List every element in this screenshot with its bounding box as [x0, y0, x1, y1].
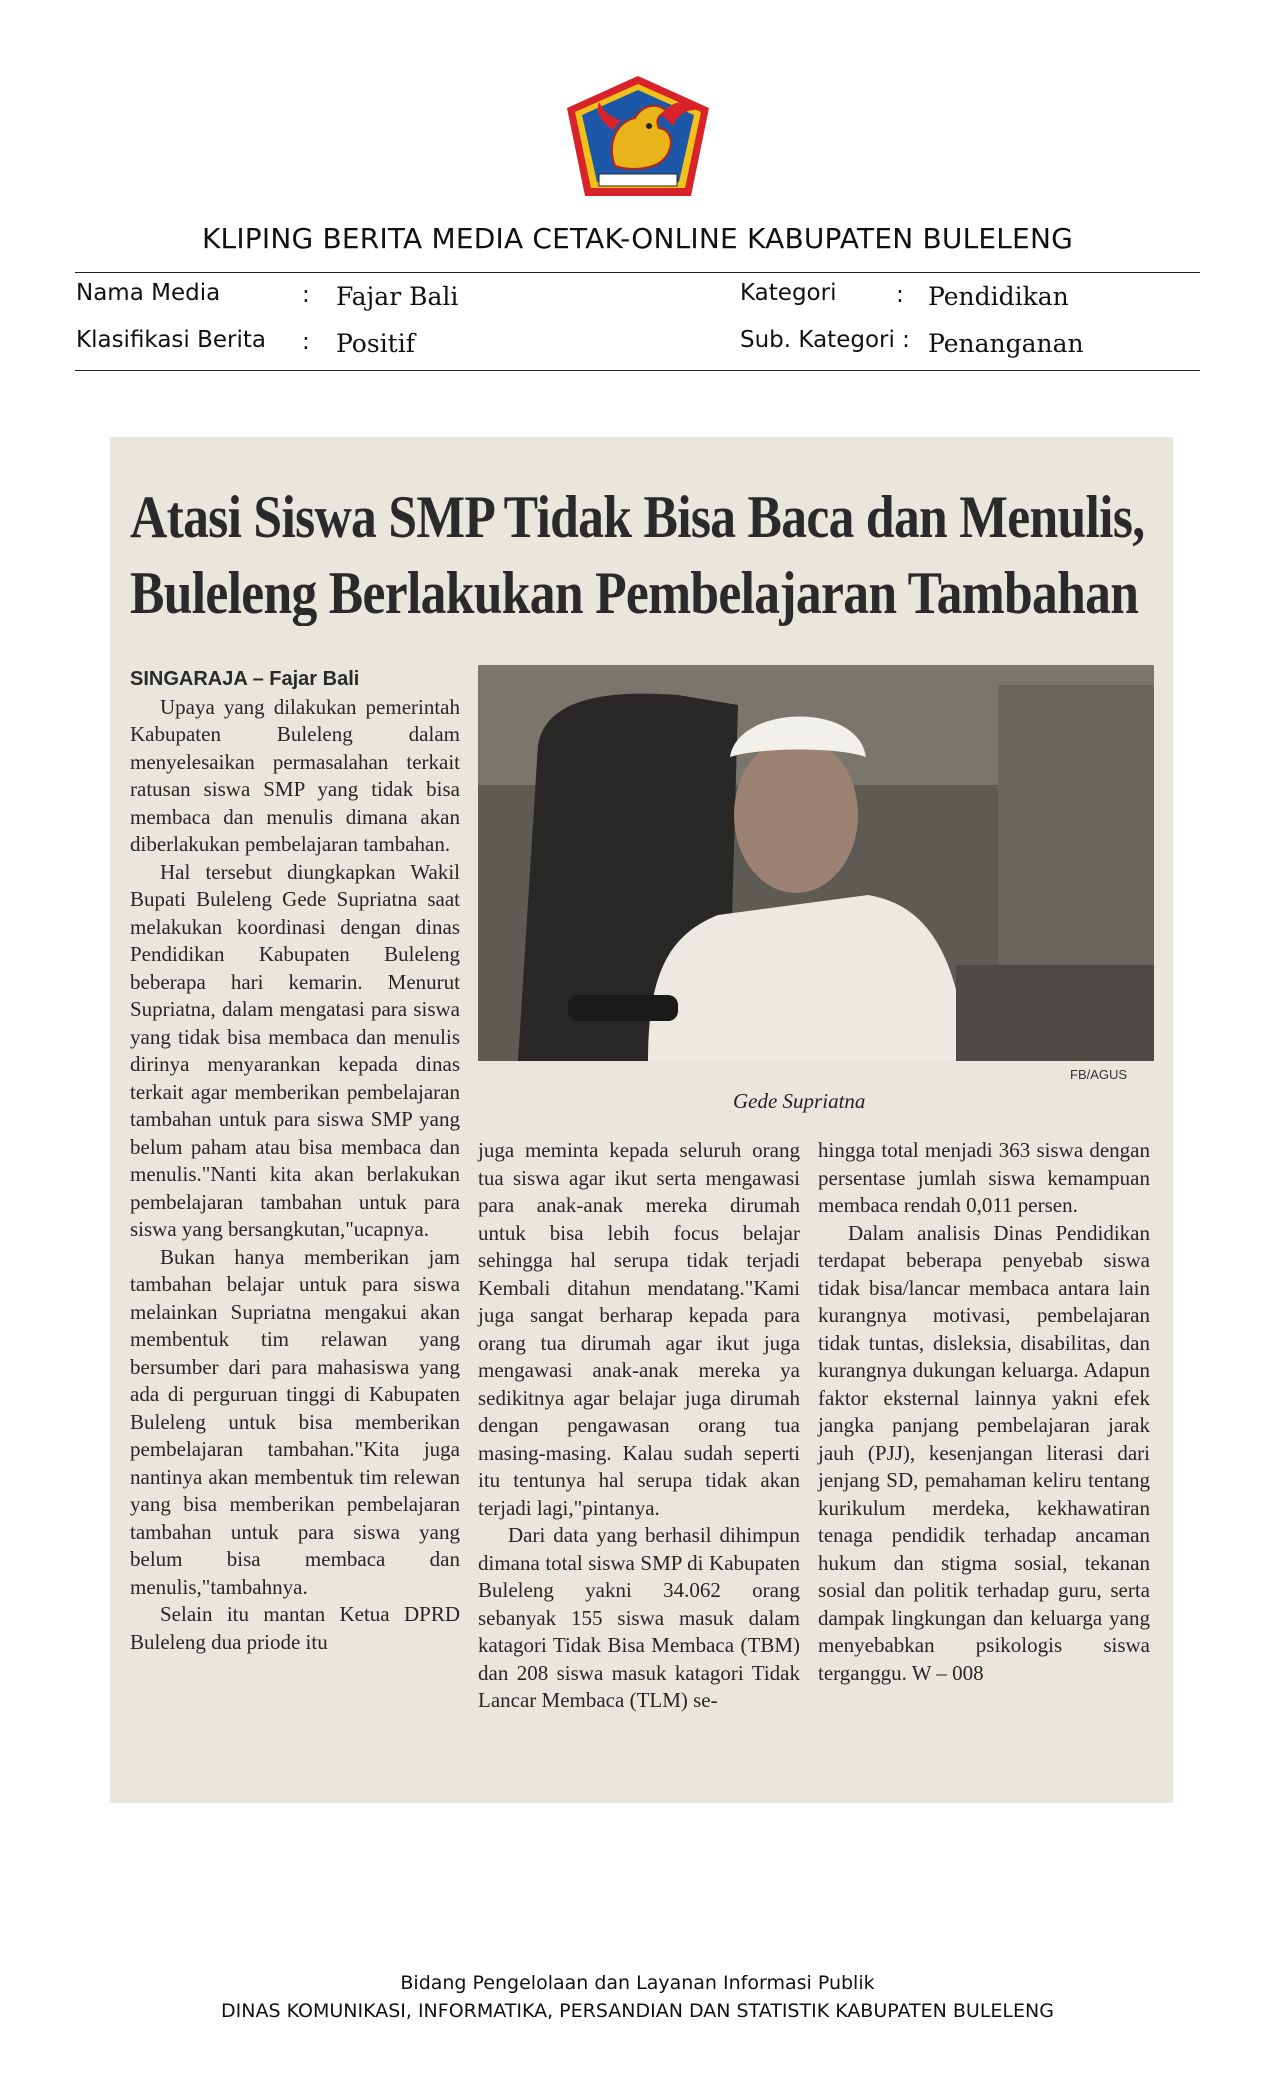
article-paragraph: Dalam analisis Dinas Pendidikan terdapat beberapa penyebab siswa tidak bisa/lancar membaca antara lain kurangnya motivasi, pembelajaran tidak tuntas, disleksia, disabilitas, dan kurangnya dukungan keluarga. Adapun faktor eksternal lainnya yakni efek jangka panjang pembelajaran jarak jauh (PJJ), kesenjangan literasi dari jenjang SD, pemahaman keliru tentang kurikulum merdeka, kekhawatiran tenaga pendidik terhadap ancaman hukum dan stigma sosial, tekanan sosial dan politik terhadap guru, serta dampak lingkungan dan keluarga yang menyebabkan psikologis siswa terganggu. W – 008	[818, 1220, 1150, 1685]
photo-caption: Gede Supriatna	[733, 1089, 866, 1113]
article-paragraph: juga meminta kepada seluruh orang tua siswa agar ikut serta mengawasi para anak-anak mereka dirumah untuk bisa lebih focus belajar sehingga hal serupa tidak terjadi Kembali ditahun mendatang."Kami juga sangat berharap kepada para orang tua dirumah agar ikut juga mengawasi anak-anak mereka ya sedikitnya agar belajar juga dirumah dengan pengawasan orang tua masing-masing. Kalau sudah seperti itu tentunya hal serupa tidak akan terjadi lagi,"pintanya.	[478, 1138, 800, 1520]
footer-department: Bidang Pengelolaan dan Layanan Informasi Publik	[400, 1972, 875, 1994]
article-headline-line2: Buleleng Berlakukan Pembelajaran Tambahan	[130, 560, 1139, 626]
header-rule-bottom	[75, 370, 1200, 371]
klasifikasi-label: Klasifikasi Berita	[76, 327, 267, 353]
nama-media-colon: :	[302, 282, 310, 308]
article-dateline: SINGARAJA – Fajar Bali	[130, 668, 360, 690]
article-column-1	[130, 665, 460, 1656]
klasifikasi-colon: :	[302, 329, 310, 355]
klasifikasi-value: Positif	[336, 329, 415, 358]
sub-kategori-value: Penanganan	[928, 329, 1084, 358]
newspaper-clipping	[110, 437, 1173, 1803]
header-rule-top	[75, 272, 1200, 273]
nama-media-label: Nama Media	[76, 280, 221, 306]
article-photo	[478, 665, 1154, 1061]
footer-agency: DINAS KOMUNIKASI, INFORMATIKA, PERSANDIAN DAN STATISTIK KABUPATEN BULELENG	[221, 2000, 1054, 2022]
article-paragraph: hingga total menjadi 363 siswa dengan persentase jumlah siswa kemampuan membaca rendah 0,011 persen.	[818, 1138, 1150, 1217]
sub-kategori-label: Sub. Kategori :	[740, 327, 910, 353]
kategori-label: Kategori	[740, 280, 837, 306]
photo-credit: FB/AGUS	[1070, 1067, 1128, 1082]
article-column-2	[478, 1137, 800, 1715]
article-column-3	[818, 1137, 1150, 1687]
kliping-title: KLIPING BERITA MEDIA CETAK-ONLINE KABUPATEN BULELENG	[201, 222, 1073, 255]
kategori-colon: :	[896, 282, 904, 308]
article-paragraph: Upaya yang dilakukan pemerintah Kabupaten Buleleng dalam menyelesaikan permasalahan terkait ratusan siswa SMP yang tidak bisa membaca dan menulis dimana akan diberlakukan pembelajaran tambahan.	[130, 694, 460, 856]
nama-media-value: Fajar Bali	[336, 282, 459, 311]
article-paragraph: Hal tersebut diungkapkan Wakil Bupati Buleleng Gede Supriatna saat melakukan koordinasi dengan dinas Pendidikan Kabupaten Buleleng beberapa hari kemarin. Menurut Supriatna, dalam mengatasi para siswa yang tidak bisa membaca dan menulis dirinya menyarankan kepada dinas terkait agar memberikan pembelajaran tambahan untuk para siswa SMP yang belum paham atau bisa membaca dan menulis."Nanti kita akan berlakukan pembelajaran tambahan untuk para siswa yang bersangkutan,"ucapnya.	[130, 859, 460, 1241]
article-paragraph: Selain itu mantan Ketua DPRD Buleleng dua priode itu	[130, 1602, 460, 1654]
article-paragraph: Bukan hanya memberikan jam tambahan belajar untuk para siswa melainkan Supriatna mengakui akan membentuk tim relawan yang bersumber dari para mahasiswa yang ada di perguruan tinggi di Kabupaten Buleleng untuk bisa memberikan pembelajaran tambahan."Kita juga nantinya akan membentuk tim relewan yang bisa memberikan pembelajaran tambahan untuk para siswa yang belum bisa membaca dan menulis,"tambahnya.	[130, 1244, 460, 1599]
kategori-value: Pendidikan	[928, 282, 1069, 311]
buleleng-emblem-logo	[563, 74, 713, 202]
article-paragraph: Dari data yang berhasil dihimpun dimana total siswa SMP di Kabupaten Buleleng yakni 34.062 orang sebanyak 155 siswa masuk dalam katagori Tidak Bisa Membaca (TBM) dan 208 siswa masuk katagori Tidak Lancar Membaca (TLM) se-	[478, 1523, 800, 1712]
article-headline-line1: Atasi Siswa SMP Tidak Bisa Baca dan Menulis,	[130, 484, 1145, 550]
